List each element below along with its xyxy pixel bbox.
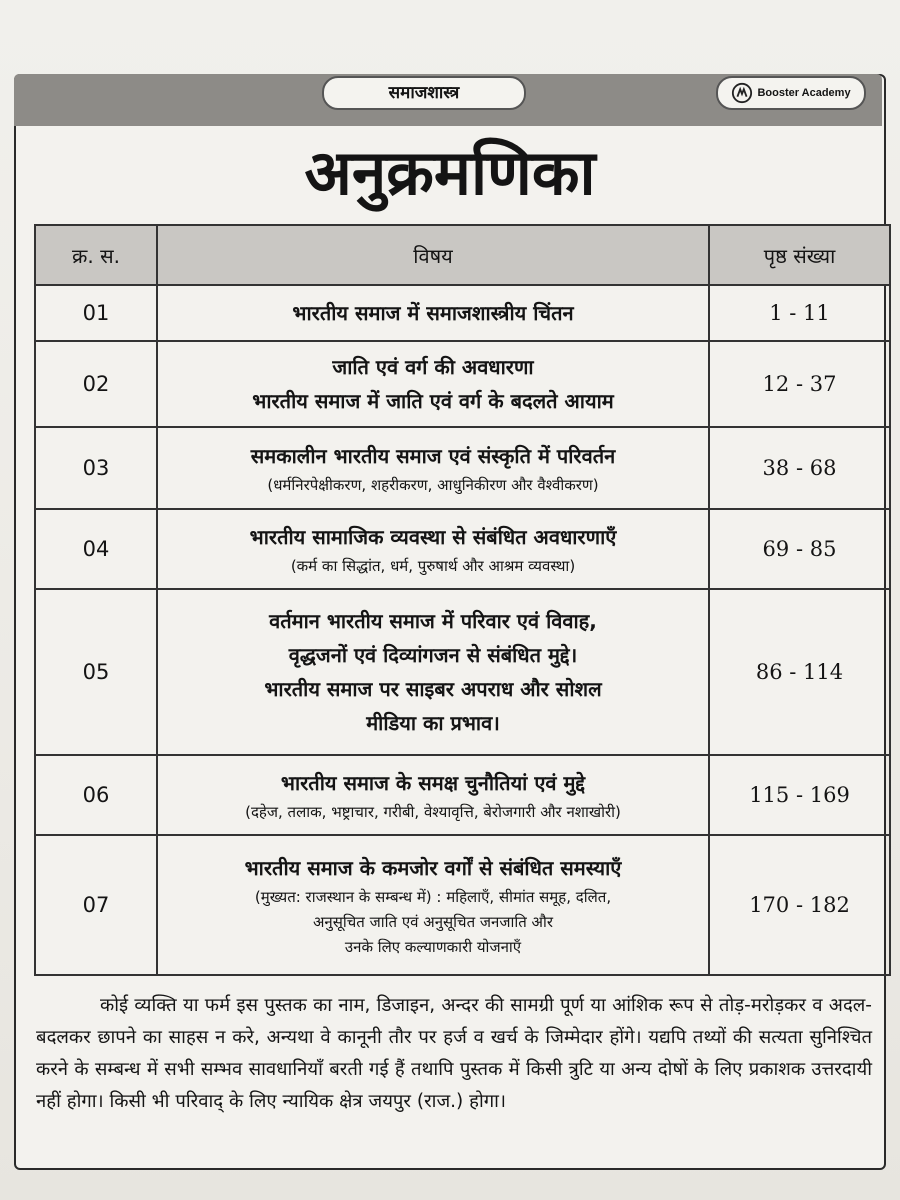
row-serial: 02 xyxy=(35,341,157,427)
table-row xyxy=(35,835,890,975)
brand-name: Booster Academy xyxy=(757,87,851,99)
topic-line: वृद्धजनों एवं दिव्यांगजन से संबंधित मुद्दे। xyxy=(288,643,578,667)
topic-subline: उनके लिए कल्याणकारी योजनाएँ xyxy=(344,937,522,956)
topic-subline: (मुख्यत: राजस्थान के सम्बन्ध में) : महिलाएँ, सीमांत समूह, दलित, xyxy=(254,887,612,906)
table-header-row xyxy=(35,225,890,285)
row-serial: 01 xyxy=(35,285,157,341)
copyright-notice: कोई व्यक्ति या फर्म इस पुस्तक का नाम, डिजाइन, अन्दर की सामग्री पूर्ण या आंशिक रूप से तोड़-मरोड़कर व अदल-बदलकर छापने का साहस न करे, अन्यथा वे कानूनी तौर पर हर्ज व खर्च के जिम्मेदार होंगे। यद्यपि तथ्यों की सत्यता सुनिश्चित करने के सम्बन्ध में सभी सम्भव सावधानियाँ बरती गई हैं तथापि पुस्तक में किसी त्रुटि या अन्य दोषों के लिए प्रकाशक उत्तरदायी नहीं होगा। किसी भी परिवाद् के लिए न्यायिक क्षेत्र जयपुर (राज.) होगा। xyxy=(36,995,872,1112)
topic-subline: अनुसूचित जाति एवं अनुसूचित जनजाति और xyxy=(312,912,554,931)
col-header-topic: विषय xyxy=(157,225,709,285)
row-topic xyxy=(157,427,709,509)
contents-table xyxy=(34,224,891,976)
row-topic xyxy=(157,835,709,975)
brand-badge xyxy=(716,76,866,110)
col-header-serial: क्र. स. xyxy=(35,225,157,285)
table-row xyxy=(35,589,890,755)
row-serial: 07 xyxy=(35,835,157,975)
row-pages: 1 - 11 xyxy=(709,285,890,341)
subject-label: समाजशास्त्र xyxy=(322,76,526,110)
table-row xyxy=(35,509,890,589)
row-pages: 115 - 169 xyxy=(709,755,890,835)
topic-line: भारतीय सामाजिक व्यवस्था से संबंधित अवधारणाएँ xyxy=(249,524,617,549)
page-title: अनुक्रमणिका xyxy=(304,136,596,209)
row-pages: 12 - 37 xyxy=(709,341,890,427)
topic-line: भारतीय समाज के समक्ष चुनौतियां एवं मुद्दे xyxy=(280,770,586,795)
row-topic xyxy=(157,589,709,755)
table-row xyxy=(35,755,890,835)
topic-line: भारतीय समाज के कमजोर वर्गों से संबंधित समस्याएँ xyxy=(244,855,622,880)
row-pages: 170 - 182 xyxy=(709,835,890,975)
topic-line: समकालीन भारतीय समाज एवं संस्कृति में परिवर्तन xyxy=(250,443,616,468)
topic-line: जाति एवं वर्ग की अवधारणा xyxy=(332,355,534,379)
row-pages: 38 - 68 xyxy=(709,427,890,509)
row-topic xyxy=(157,341,709,427)
topic-subline: (दहेज, तलाक, भष्ट्राचार, गरीबी, वेश्यावृत्ति, बेरोजगारी और नशाखोरी) xyxy=(245,802,621,821)
booster-academy-logo-icon xyxy=(731,82,753,104)
row-serial: 03 xyxy=(35,427,157,509)
topic-line: भारतीय समाज पर साइबर अपराध और सोशल xyxy=(264,677,602,701)
topic-subline: (कर्म का सिद्धांत, धर्म, पुरुषार्थ और आश्रम व्यवस्था) xyxy=(290,556,576,575)
row-pages: 86 - 114 xyxy=(709,589,890,755)
row-pages: 69 - 85 xyxy=(709,509,890,589)
row-topic xyxy=(157,755,709,835)
row-serial: 06 xyxy=(35,755,157,835)
topic-line: वर्तमान भारतीय समाज में परिवार एवं विवाह, xyxy=(269,609,597,633)
row-serial: 04 xyxy=(35,509,157,589)
table-row xyxy=(35,285,890,341)
table-row xyxy=(35,427,890,509)
row-serial: 05 xyxy=(35,589,157,755)
topic-subline: (धर्मनिरपेक्षीकरण, शहरीकरण, आधुनिकीरण और वैश्वीकरण) xyxy=(267,475,599,494)
row-topic xyxy=(157,509,709,589)
topic-line: भारतीय समाज में जाति एवं वर्ग के बदलते आयाम xyxy=(252,389,614,413)
row-topic xyxy=(157,285,709,341)
topic-line: मीडिया का प्रभाव। xyxy=(366,711,500,735)
col-header-pages: पृष्ठ संख्या xyxy=(709,225,890,285)
table-row xyxy=(35,341,890,427)
topic-line: भारतीय समाज में समाजशास्त्रीय चिंतन xyxy=(292,301,574,325)
